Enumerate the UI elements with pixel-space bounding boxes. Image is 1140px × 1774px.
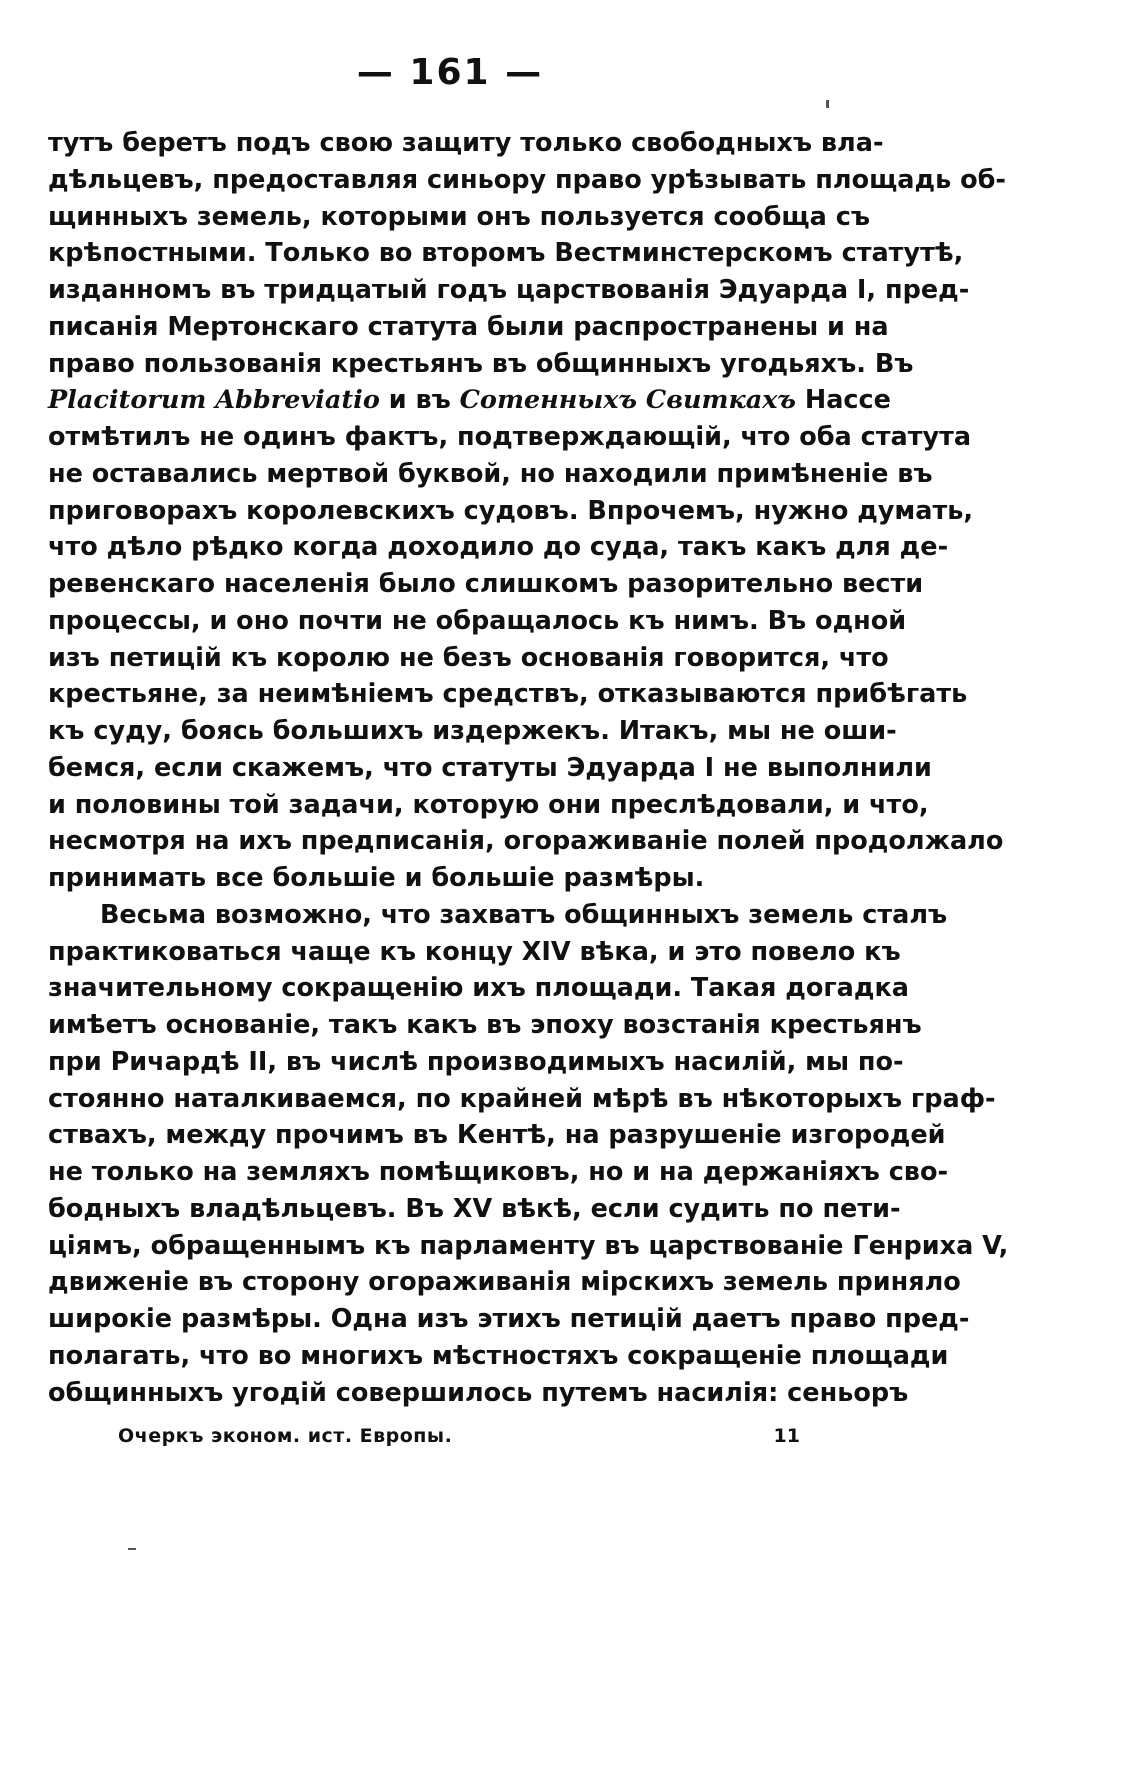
page-number: — 161 — [356,52,544,93]
paragraph-1 [48,125,1007,897]
text-line: ревенскаго населенія было слишкомъ разорительно вести [48,569,924,599]
scan-speck [826,100,829,108]
text-line: изданномъ въ тридцатый годъ царствованія Эдуарда I, пред- [48,275,970,305]
text-line: принимать все большіе и большіе размѣры. [48,863,705,893]
scan-speck [128,1548,136,1550]
text-line: щинныхъ земель, которыми онъ пользуется сообща съ [48,201,870,232]
text-line: ціямъ, обращеннымъ къ парламенту въ царствованіе Генриха V, [48,1230,1009,1261]
page-footer [118,1425,800,1459]
text-line: движеніе въ сторону огораживанія мірскихъ земель приняло [48,1267,961,1298]
text-line: практиковаться чаще къ концу XIV вѣка, и это повело къ [48,936,901,967]
text-line: къ суду, боясь большихъ издержекъ. Итакъ, мы не оши- [48,716,897,746]
text-line: и половины той задачи, которую они преслѣдовали, и что, [48,789,929,820]
text-line: полагать, что во многихъ мѣстностяхъ сокращеніе площади [48,1340,949,1371]
text-line: значительному сокращенію ихъ площади. Такая догадка [48,973,909,1004]
text-line: общинныхъ угодій совершилось путемъ насилія: сеньоръ [48,1377,909,1408]
text-line: процессы, и оно почти не обращалось къ нимъ. Въ одной [48,605,907,636]
text-line: при Ричардѣ II, въ числѣ производимыхъ насилій, мы по- [48,1046,904,1077]
text-line: не только на земляхъ помѣщиковъ, но и на держаніяхъ сво- [48,1157,949,1187]
text-line: не оставались мертвой буквой, но находили примѣненіе въ [48,458,933,489]
text-line: что дѣло рѣдко когда доходило до суда, такъ какъ для де- [48,532,949,563]
signature-mark: 11 [773,1425,800,1447]
text-line: стоянно наталкиваемся, по крайней мѣрѣ въ нѣкоторыхъ граф- [48,1083,996,1114]
text-fragment: Нассе [795,385,891,416]
text-line: крѣпостными. Только во второмъ Вестминстерскомъ статутѣ, [48,238,964,269]
text-line: крестьяне, за неимѣніемъ средствъ, отказываются прибѣгать [48,679,968,710]
text-line: имѣетъ основаніе, такъ какъ въ эпоху возстанія крестьянъ [48,1010,922,1040]
text-line: изъ петицій къ королю не безъ основанія говорится, что [48,642,889,673]
text-line: дѣльцевъ, предоставляя синьору право урѣзывать площадь об- [48,164,1007,195]
text-line: несмотря на ихъ предписанія, огораживаніе полей продолжало [48,826,1004,857]
text-line: отмѣтилъ не одинъ фактъ, подтверждающій, что оба статута [48,422,972,452]
text-fragment: и въ [379,385,460,416]
text-line: ствахъ, между прочимъ въ Кентѣ, на разрушеніе изгородей [48,1120,946,1151]
text-line: право пользованія крестьянъ въ общинныхъ угодьяхъ. Въ [48,348,914,379]
italic-title-rolls: Сотенныхъ Свиткахъ [459,385,796,416]
text-line: тутъ беретъ подъ свою защиту только свободныхъ вла- [48,128,884,158]
running-footer-title: Очеркъ эконом. ист. Европы. [118,1425,453,1447]
text-line: приговорахъ королевскихъ судовъ. Впрочемъ, нужно думать, [48,495,974,526]
text-line: широкіе размѣры. Одна изъ этихъ петицій даетъ право пред- [48,1304,970,1334]
italic-title-placitorum: Placitorum Abbreviatio [48,385,380,416]
text-line: Весьма возможно, что захватъ общинныхъ земель сталъ [100,899,948,930]
text-line: бодныхъ владѣльцевъ. Въ XV вѣкѣ, если судить по пети- [48,1193,901,1224]
paragraph-2 [48,897,1009,1412]
text-line: бемся, если скажемъ, что статуты Эдуарда I не выполнили [48,752,932,783]
text-line-with-italics [48,382,891,419]
text-line: писанія Мертонскаго статута были распространены и на [48,311,889,342]
body-text [48,125,1009,1411]
